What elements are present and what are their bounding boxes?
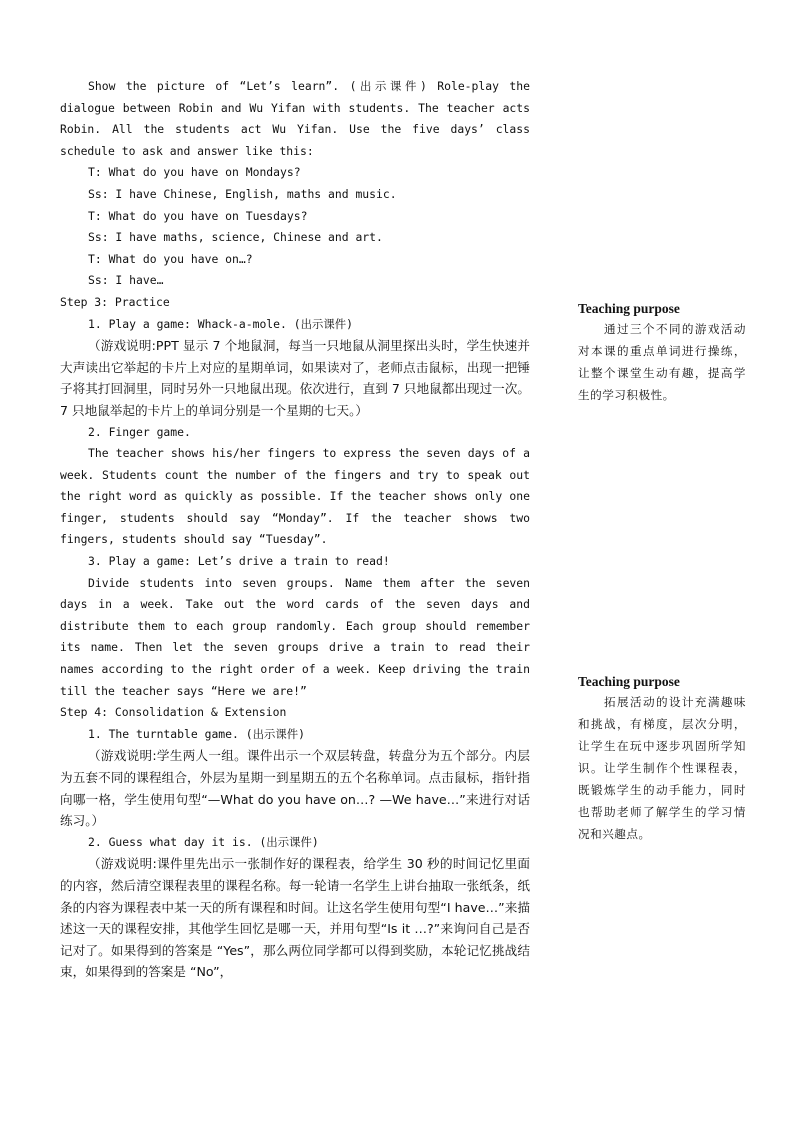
activity-title: 3. Play a game: Let’s drive a train to read! xyxy=(88,554,390,569)
note-title: Teaching purpose xyxy=(578,674,680,689)
teaching-purpose-note xyxy=(578,673,746,845)
activity-description: （游戏说明:学生两人一组。课件出示一个双层转盘，转盘分为五个部分。内层为五套不同的课程组合，外层为星期一到星期五的五个名称单词。点击鼠标，指针指向哪一格，学生使用句型“—What do you have on…? —We have…”来进行对话练习。） xyxy=(60,748,530,829)
lesson-body xyxy=(60,76,530,983)
step4-heading: Step 4: Consolidation & Extension xyxy=(60,705,287,720)
activity-description: Divide students into seven groups. Name them after the seven days in a week. Take out the word cards of the seven days and distribute them to each group randomly. Each group should remember its name. Then let the seven groups drive a train to read their names according to the right order of a week. Keep driving the train till the teacher says “Here we are!” xyxy=(60,575,530,698)
step3-heading: Step 3: Practice xyxy=(60,294,170,309)
dialogue-line: Ss: I have Chinese, English, maths and music. xyxy=(88,186,397,201)
dialogue-line: Ss: I have… xyxy=(88,273,164,288)
activity-description: （游戏说明:PPT 显示 7 个地鼠洞，每当一只地鼠从洞里探出头时，学生快速并大声读出它举起的卡片上对应的星期单词，如果读对了，老师点击鼠标，出现一把锤子将其打回洞里，同时另外一只地鼠出现。依次进行，直到 7 只地鼠都出现过一次。7 只地鼠举起的卡片上的单词分别是一个星期的七天。） xyxy=(60,338,530,418)
intro-paragraph: Show the picture of “Let’s learn”. (出示课件) Role-play the dialogue between Robin and Wu Yifan with students. The teacher acts Robin. All the students act Wu Yifan. Use the five days’ class schedule to ask and answer like this: xyxy=(60,79,530,158)
note-text: 通过三个不同的游戏活动对本课的重点单词进行操练， 让整个课堂生动有趣，提高学生的学习积极性。 xyxy=(578,322,746,402)
note-title: Teaching purpose xyxy=(578,301,680,316)
teaching-purpose-note xyxy=(578,300,746,406)
activity-description: （游戏说明:课件里先出示一张制作好的课程表，给学生 30 秒的时间记忆里面的内容，然后清空课程表里的课程名称。每一轮请一名学生上讲台抽取一张纸条，纸条的内容为课程表中某一天的所有课程和时间。让这名学生使用句型“I have…”来描述这一天的课程安排，其他学生回忆是哪一天，并用句型“Is it …?”来询问自己是否记对了。如果得到的答案是 “Yes”，那么两位同学都可以得到奖励，本轮记忆挑战结束，如果得到的答案是 “No”， xyxy=(60,856,530,980)
note-text: 拓展活动的设计充满趣味和挑战，有梯度，层次分明，让学生在玩中逐步巩固所学知识。让学生制作个性课程表，既锻炼学生的动手能力，同时也帮助老师了解学生的学习情况和兴趣点。 xyxy=(578,695,746,841)
dialogue-line: T: What do you have on Tuesdays? xyxy=(88,208,308,223)
activity-title: 2. Finger game. xyxy=(88,424,191,439)
dialogue-line: T: What do you have on…? xyxy=(88,251,253,266)
activity-description: The teacher shows his/her fingers to express the seven days of a week. Students count the number of the fingers and try to speak out the right word as quickly as possible. If the teacher shows only one finger, students should say “Monday”. If the teacher shows two fingers, students should say “Tuesday”. xyxy=(60,446,530,547)
dialogue-line: Ss: I have maths, science, Chinese and art. xyxy=(88,230,383,245)
activity-title: 1. Play a game: Whack-a-mole. (出示课件) xyxy=(88,316,354,331)
dialogue-line: T: What do you have on Mondays? xyxy=(88,165,301,180)
activity-title: 1. The turntable game. (出示课件) xyxy=(88,726,306,741)
activity-title: 2. Guess what day it is. (出示课件) xyxy=(88,834,319,849)
